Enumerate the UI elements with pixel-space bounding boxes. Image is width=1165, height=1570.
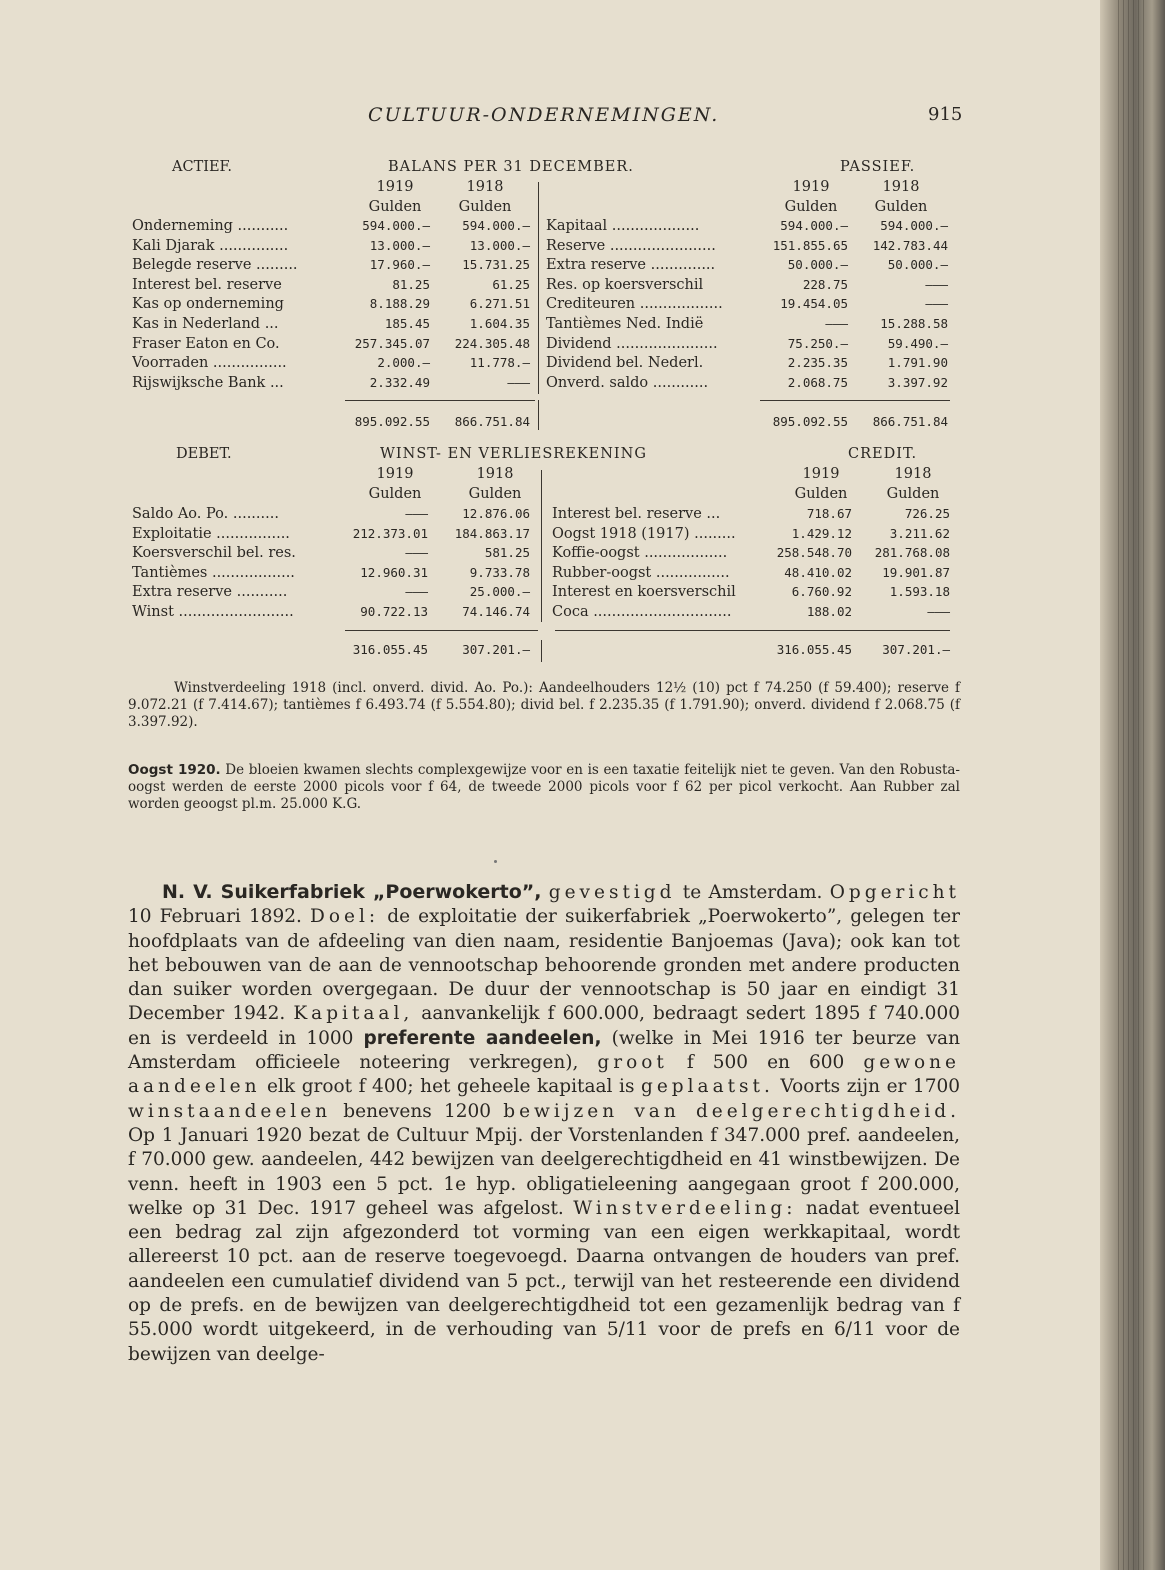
row-label: Dividend ...................... [546, 335, 718, 352]
unit-header: Gulden [784, 199, 838, 215]
row-label: Interest bel. reserve [132, 276, 282, 293]
article-keyword: geplaatst. [641, 1076, 774, 1098]
row-value: 2.000.— [377, 355, 430, 371]
row-value: 594.000.— [362, 218, 430, 233]
oogst-label: Oogst 1920. [128, 762, 221, 778]
wv-heading: WINST- EN VERLIESREKENING [380, 446, 647, 462]
row-label: Interest bel. reserve ... [552, 506, 721, 522]
article-keyword: Doel: [310, 906, 380, 928]
article-keyword: gevestigd [548, 882, 676, 903]
article-keyword: gewone aandeelen [128, 1052, 960, 1098]
row-value: 224.305.48 [454, 335, 530, 351]
row-value: 50.000.— [787, 257, 848, 273]
unit-header: Gulden [874, 199, 928, 215]
year-header: 1919 [376, 179, 414, 195]
row-value: ——— [405, 506, 428, 521]
row-label: Kas op onderneming [132, 296, 284, 313]
row-label: Kali Djarak ............... [132, 237, 289, 254]
row-value: ——— [507, 374, 530, 390]
total-value: 895.092.55 [772, 414, 848, 429]
row-value: ——— [825, 316, 848, 331]
row-value: 594.000.— [880, 218, 948, 233]
row-label: Belegde reserve ......... [132, 257, 298, 274]
row-value: 1.429.12 [791, 525, 852, 541]
row-label: Rubber-oogst ................ [552, 564, 730, 581]
page-edges [1118, 0, 1148, 1570]
row-label: Winst ......................... [132, 604, 294, 620]
row-value: 6.271.51 [469, 296, 530, 312]
total-rule [760, 400, 950, 401]
row-value: 61.25 [492, 276, 530, 292]
row-value: 15.288.58 [880, 316, 948, 331]
unit-header: Gulden [368, 199, 422, 215]
page-number: 915 [928, 104, 963, 125]
row-value: 258.548.70 [776, 545, 852, 561]
row-label: Fraser Eaton en Co. [132, 335, 280, 352]
balans-heading: BALANS PER 31 DECEMBER. [388, 159, 634, 175]
row-value: 1.593.18 [889, 584, 950, 600]
debet-heading: DEBET. [176, 446, 232, 462]
row-value: 726.25 [904, 506, 950, 521]
row-value: ——— [925, 276, 948, 292]
row-label: Saldo Ao. Po. .......... [132, 506, 279, 522]
article-keyword: Opgericht [829, 882, 960, 903]
year-header: 1918 [882, 179, 920, 195]
company-article [128, 880, 960, 1367]
row-value: 718.67 [806, 506, 852, 521]
row-value: 81.25 [392, 276, 430, 292]
article-text: te Amsterdam. [675, 882, 830, 903]
row-value: ——— [405, 545, 428, 561]
row-value: 59.490.— [887, 335, 948, 351]
oogst-text: De bloeien kwamen slechts complexgewijze voor en is een taxatie feitelijk niet te geven. Van den Robusta-oogst werden de eerste 2000 picols voor f 64, de tweede 2000 picols voor f 62 per picol verkocht. Aan Rubber zal worden geoogst pl.m. 25.000 K.G. [128, 762, 960, 812]
row-value: 184.863.17 [454, 525, 530, 541]
row-value: 2.332.49 [369, 374, 430, 390]
row-value: 15.731.25 [462, 257, 530, 273]
row-value: 228.75 [802, 276, 848, 292]
column-divider [541, 470, 542, 622]
total-value: 316.055.45 [776, 642, 852, 657]
row-value: 6.760.92 [791, 584, 852, 600]
row-label: Kas in Nederland ... [132, 316, 279, 332]
oogst-note [128, 762, 960, 813]
article-text [541, 882, 548, 903]
row-label: Koersverschil bel. res. [132, 545, 296, 562]
row-value: 13.000.— [469, 237, 530, 253]
row-label: Dividend bel. Nederl. [546, 355, 704, 372]
unit-header: Gulden [794, 486, 848, 502]
year-header: 1919 [376, 466, 414, 482]
total-value: 316.055.45 [352, 642, 428, 657]
article-text: nadat eventueel een bedrag zal zijn afgezonderd tot vorming van een eigen werkkapitaal, wordt allereerst 10 pct. aan de reserve toegevoegd. Daarna ontvangen de houders van pref. aandeelen een cumulatief dividend van 5 pct., terwijl van het resteerende een dividend op de prefs. en de bewijzen van deelgerechtigdheid tot een gezamenlijk bedrag van f 55.000 wordt uitgekeerd, in de verhouding van 5/11 voor de prefs en 6/11 voor de bewijzen van deelge- [128, 1197, 961, 1365]
unit-header: Gulden [458, 199, 512, 215]
article-keyword: preferente aandeelen, [363, 1027, 602, 1049]
total-value: 866.751.84 [454, 414, 530, 429]
row-value: 2.068.75 [787, 374, 848, 390]
article-text: Voorts zijn er 1700 [773, 1076, 960, 1098]
row-label: Exploitatie ................ [132, 525, 290, 542]
row-value: 2.235.35 [787, 355, 848, 371]
row-label: Oogst 1918 (1917) ......... [552, 525, 736, 542]
row-value: ——— [925, 296, 948, 312]
total-value: 307.201.— [462, 642, 530, 657]
row-value: 25.000.— [469, 584, 530, 600]
row-label: Tantièmes Ned. Indië [546, 316, 704, 332]
article-text: 10 Februari 1892. [128, 906, 311, 928]
total-rule [555, 630, 950, 631]
row-value: 8.188.29 [369, 296, 430, 312]
row-label: Onderneming ........... [132, 218, 289, 234]
article-text: benevens 1200 [331, 1100, 504, 1122]
running-header: CULTUUR-ONDERNEMINGEN. [368, 104, 720, 126]
row-label: Crediteuren .................. [546, 296, 723, 313]
article-keyword: Kapitaal, [293, 1003, 414, 1025]
row-value: 188.02 [806, 604, 852, 619]
unit-header: Gulden [368, 486, 422, 502]
row-value: 19.454.05 [780, 296, 848, 312]
article-text: Op 1 Januari 1920 bezat de Cultuur Mpij. der Vorstenlanden f 347.000 pref. aandeelen, f 70.000 gew. aandeelen, 442 bewijzen van deelgerechtigdheid en 41 winstbewijzen. De venn. heeft in 1903 een 5 pct. 1e hyp. obligatieleening aangegaan groot f 200.000, welke op 31 Dec. 1917 geheel was afgelost. [128, 1124, 960, 1219]
column-divider [538, 400, 539, 430]
article-text: de exploitatie der suikerfabriek „Poerwokerto”, gelegen ter hoofdplaats van de afdeeling van dien naam, residentie Banjoemas (Java); ook kan tot het bebouwen van de aan de vennootschap behoorende gronden met andere producten dan suiker worden overgegaan. De duur der vennootschap is 50 jaar en eindigt 31 December 1942. [128, 906, 960, 1025]
row-value: 90.722.13 [360, 604, 428, 619]
passief-heading: PASSIEF. [840, 159, 916, 175]
row-value: 48.410.02 [784, 564, 852, 580]
row-label: Interest en koersverschil [552, 584, 736, 601]
total-value: 866.751.84 [872, 414, 948, 429]
row-label: Onverd. saldo ............ [546, 374, 709, 391]
row-value: 11.778.— [469, 355, 530, 371]
row-label: Rijswijksche Bank ... [132, 374, 284, 391]
specks [494, 860, 497, 863]
row-value: 212.373.01 [352, 525, 428, 541]
article-keyword: groot [597, 1052, 668, 1074]
row-value: 142.783.44 [872, 237, 948, 253]
row-label: Kapitaal ................... [546, 218, 700, 234]
winstverdeeling-note: Winstverdeeling 1918 (incl. onverd. divid. Ao. Po.): Aandeelhouders 12½ (10) pct f 74.250 (f 59.400); reserve f 9.072.21 (f 7.414.67); tantièmes f 6.493.74 (f 5.554.80); divid bel. f 2.235.35 (f 1.791.90); onverd. dividend f 2.068.75 (f 3.397.92). [128, 680, 960, 730]
unit-header: Gulden [468, 486, 522, 502]
row-label: Extra reserve .............. [546, 257, 716, 274]
year-header: 1919 [802, 466, 840, 482]
row-label: Tantièmes .................. [132, 564, 295, 581]
total-value: 895.092.55 [354, 414, 430, 429]
row-value: 257.345.07 [354, 335, 430, 351]
credit-heading: CREDIT. [848, 446, 918, 462]
row-value: 75.250.— [787, 335, 848, 351]
year-header: 1918 [466, 179, 504, 195]
article-keyword: winstaandeelen [128, 1100, 332, 1122]
row-value: 281.768.08 [874, 545, 950, 561]
year-header: 1918 [894, 466, 932, 482]
row-value: 74.146.74 [462, 604, 530, 619]
row-value: 3.397.92 [887, 374, 948, 390]
row-label: Reserve ....................... [546, 237, 716, 254]
actief-heading: ACTIEF. [172, 159, 232, 175]
unit-header: Gulden [886, 486, 940, 502]
row-value: ——— [405, 584, 428, 600]
row-value: 185.45 [384, 316, 430, 331]
row-value: 12.960.31 [360, 564, 428, 580]
row-label: Res. op koersverschil [546, 276, 704, 293]
row-label: Extra reserve ........... [132, 584, 288, 601]
row-value: 581.25 [484, 545, 530, 561]
row-value: ——— [927, 604, 950, 619]
row-value: 594.000.— [780, 218, 848, 233]
row-value: 50.000.— [887, 257, 948, 273]
row-value: 1.791.90 [887, 355, 948, 371]
row-label: Coca .............................. [552, 604, 732, 620]
year-header: 1918 [476, 466, 514, 482]
column-divider [538, 182, 539, 394]
row-value: 13.000.— [369, 237, 430, 253]
article-text: aanvankelijk f 600.000, bedraagt sedert 1895 f 740.000 en is verdeeld in 1000 [128, 1003, 960, 1049]
row-value: 9.733.78 [469, 564, 530, 580]
row-value: 12.876.06 [462, 506, 530, 521]
year-header: 1919 [792, 179, 830, 195]
article-text: elk groot f 400; het geheele kapitaal is [260, 1076, 641, 1098]
total-rule [345, 630, 538, 631]
total-value: 307.201.— [882, 642, 950, 657]
company-name: N. V. Suikerfabriek „Poerwokerto”, [162, 881, 542, 903]
row-label: Koffie-oogst .................. [552, 545, 728, 562]
row-value: 19.901.87 [882, 564, 950, 580]
row-value: 17.960.— [369, 257, 430, 273]
row-value: 151.855.65 [772, 237, 848, 253]
total-rule [345, 400, 535, 401]
column-divider [541, 640, 542, 662]
row-value: 594.000.— [462, 218, 530, 233]
row-value: 1.604.35 [469, 316, 530, 331]
row-value: 3.211.62 [889, 525, 950, 541]
row-label: Voorraden ................ [132, 355, 287, 372]
article-text: (welke in Mei 1916 ter beurze van Amsterdam officieele noteering verkregen), [128, 1027, 960, 1074]
article-keyword: bewijzen van deelgerechtigdheid. [503, 1100, 960, 1122]
article-keyword: Winstverdeeling: [573, 1197, 797, 1219]
article-text: f 500 en 600 [667, 1052, 864, 1074]
